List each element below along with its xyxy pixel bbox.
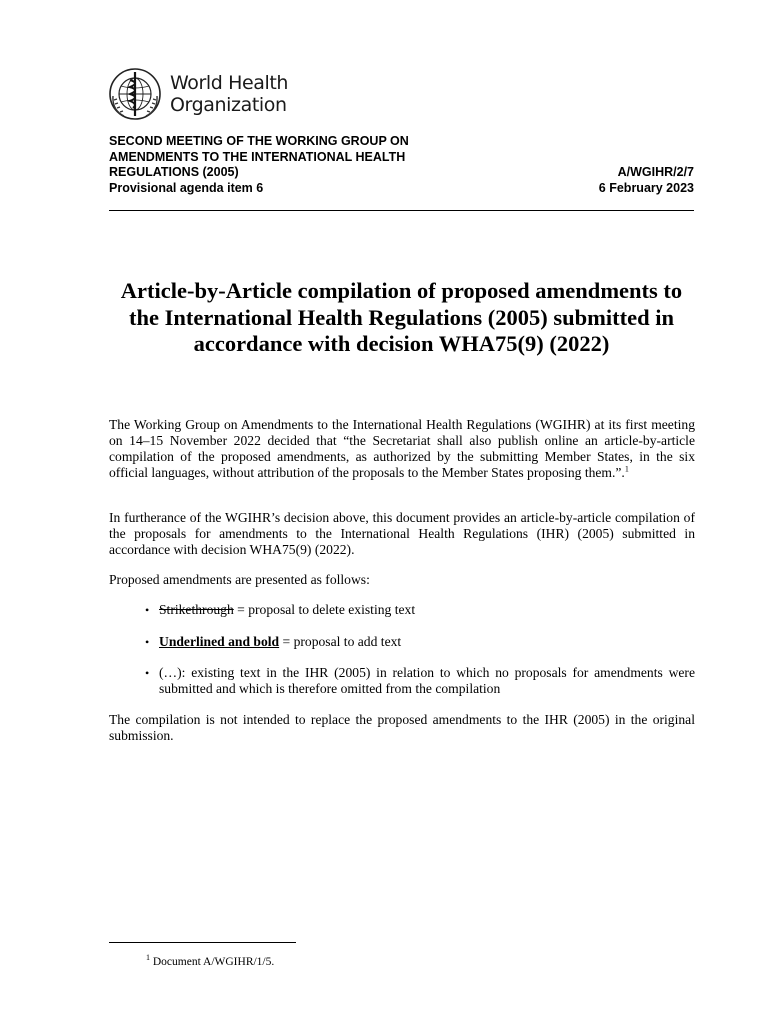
agenda-item: Provisional agenda item 6 bbox=[109, 180, 264, 195]
who-emblem-icon bbox=[108, 66, 166, 122]
list-item bbox=[145, 665, 695, 697]
document-title: Article-by-Article compilation of proposed amendments to the International Health Regulations (2005) submitted in accordance with decision WHA75(9) (2022) bbox=[120, 278, 683, 356]
meeting-title-line2: AMENDMENTS TO THE INTERNATIONAL HEALTH bbox=[109, 149, 406, 164]
document-reference bbox=[599, 165, 694, 196]
bullet-marker: • bbox=[145, 603, 150, 617]
document-number: A/WGIHR/2/7 bbox=[617, 165, 694, 179]
meeting-title-line1: SECOND MEETING OF THE WORKING GROUP ON bbox=[109, 134, 409, 148]
list-item bbox=[145, 634, 695, 650]
strikethrough-term: Strikethrough bbox=[159, 602, 234, 617]
meeting-header bbox=[109, 134, 529, 196]
meeting-title-line3: REGULATIONS (2005) bbox=[109, 165, 239, 179]
footnote bbox=[146, 955, 274, 969]
bullet-marker: • bbox=[145, 666, 150, 680]
list-item bbox=[145, 602, 695, 618]
purpose-paragraph: In furtherance of the WGIHR’s decision above, this document provides an article-by-article compilation of the proposals for amendments to the International Health Regulations (IHR) (2005) submitted in accordance with decision WHA75(9) (2022). bbox=[109, 510, 695, 557]
bullet-text bbox=[159, 634, 695, 650]
omitted-text-description: (…): existing text in the IHR (2005) in relation to which no proposals for amendments were submitted and which is therefore omitted from the compilation bbox=[159, 665, 695, 696]
underlined-bold-term: Underlined and bold bbox=[159, 634, 280, 649]
footnote-divider bbox=[109, 942, 296, 943]
header-divider bbox=[109, 210, 694, 211]
bullet-text bbox=[159, 602, 695, 618]
organization-name-line1: World Health bbox=[170, 72, 289, 94]
document-date: 6 February 2023 bbox=[598, 180, 694, 195]
strikethrough-description: = proposal to delete existing text bbox=[233, 602, 416, 617]
footnote-text: Document A/WGIHR/1/5. bbox=[150, 956, 275, 968]
presentation-intro: Proposed amendments are presented as follows: bbox=[109, 572, 370, 587]
organization-name-line2: Organization bbox=[170, 94, 287, 116]
intro-paragraph bbox=[109, 417, 695, 481]
bullet-marker: • bbox=[145, 635, 150, 649]
footnote-reference[interactable]: 1 bbox=[624, 464, 629, 474]
organization-name bbox=[170, 72, 370, 116]
closing-paragraph: The compilation is not intended to replace the proposed amendments to the IHR (2005) in the original submission. bbox=[109, 712, 695, 743]
footnote-number: 1 bbox=[146, 953, 150, 963]
intro-paragraph-text: The Working Group on Amendments to the International Health Regulations (WGIHR) at its first meeting on 14–15 November 2022 decided that “the Secretariat shall also publish online an article-by-article compilation of the proposed amendments, as authorized by the submitting Member States, in the six official languages, without attribution of the proposals to the Member States proposing them.”. bbox=[109, 417, 695, 480]
underlined-bold-description: = proposal to add text bbox=[279, 634, 402, 649]
